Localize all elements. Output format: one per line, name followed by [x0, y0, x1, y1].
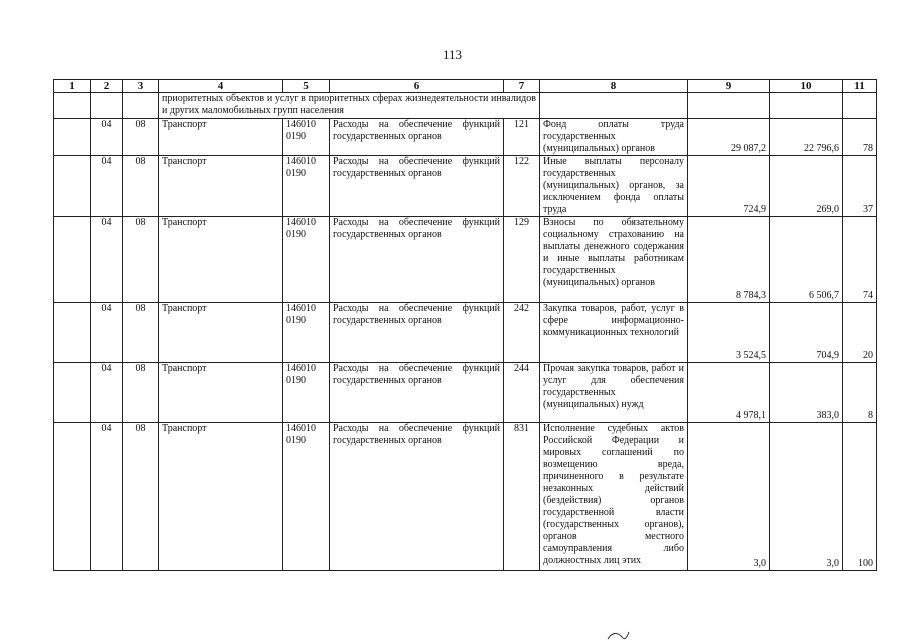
- cell-planned: 29 087,2: [688, 119, 770, 156]
- header-cell: 3: [123, 80, 159, 93]
- header-cell: 4: [159, 80, 283, 93]
- cell-article-name: Расходы на обеспечение функций государственных органов: [330, 423, 504, 571]
- cell-section: 04: [91, 156, 123, 217]
- header-cell: 1: [54, 80, 91, 93]
- header-cell: 6: [330, 80, 504, 93]
- cell-empty: [54, 156, 91, 217]
- cell-expense-name: Взносы по обязательному социальному страхованию на выплаты денежного содержания и иные выплаты работникам государственных (муниципальных) органов: [540, 217, 688, 303]
- table-cell: [123, 93, 159, 119]
- cell-name: Транспорт: [159, 156, 283, 217]
- table-cell: [91, 93, 123, 119]
- table-row: [54, 217, 877, 303]
- cell-empty: [54, 303, 91, 363]
- cell-empty: [54, 119, 91, 156]
- page-number: 113: [442, 47, 463, 62]
- header-cell: 2: [91, 80, 123, 93]
- cell-article-name: Расходы на обеспечение функций государственных органов: [330, 217, 504, 303]
- cell-section: 04: [91, 423, 123, 571]
- cell-section: 04: [91, 303, 123, 363]
- cell-subsection: 08: [123, 119, 159, 156]
- cell-expense-name: Исполнение судебных актов Российской Федерации и мировых соглашений по возмещению вреда, причиненного в результате незаконных действий (бездействия) органов государственной власти (государственных органов), органов местного самоуправления либо должностных лиц этих: [540, 423, 688, 571]
- cell-percent: 78: [843, 119, 877, 156]
- cell-target-article: 146010 0190: [283, 156, 330, 217]
- cell-expense-name: Иные выплаты персоналу государственных (муниципальных) органов, за исключением фонда оплаты труда: [540, 156, 688, 217]
- cell-section: 04: [91, 119, 123, 156]
- cell-percent: 74: [843, 217, 877, 303]
- table-cell: [540, 93, 688, 119]
- cell-article-name: Расходы на обеспечение функций государственных органов: [330, 119, 504, 156]
- cell-expense-name: Закупка товаров, работ, услуг в сфере информационно-коммуникационных технологий: [540, 303, 688, 363]
- table-cell: [688, 93, 770, 119]
- cell-planned: 3 524,5: [688, 303, 770, 363]
- cell-percent: 8: [843, 363, 877, 423]
- table-cell: [843, 93, 877, 119]
- cell-expense-name: Прочая закупка товаров, работ и услуг для обеспечения государственных (муниципальных) нужд: [540, 363, 688, 423]
- cell-executed: 269,0: [770, 156, 843, 217]
- cell-section: 04: [91, 363, 123, 423]
- cell-name: Транспорт: [159, 119, 283, 156]
- cell-section: 04: [91, 217, 123, 303]
- cell-percent: 37: [843, 156, 877, 217]
- cell-planned: 4 978,1: [688, 363, 770, 423]
- cell-target-article: 146010 0190: [283, 119, 330, 156]
- cell-name: Транспорт: [159, 303, 283, 363]
- cell-subsection: 08: [123, 363, 159, 423]
- table-row: [54, 303, 877, 363]
- cell-executed: 3,0: [770, 423, 843, 571]
- cell-target-article: 146010 0190: [283, 423, 330, 571]
- cell-percent: 20: [843, 303, 877, 363]
- cell-planned: 8 784,3: [688, 217, 770, 303]
- signature-mark: [606, 630, 630, 640]
- table-row: [54, 156, 877, 217]
- cell-article-name: Расходы на обеспечение функций государственных органов: [330, 363, 504, 423]
- cell-article-name: Расходы на обеспечение функций государственных органов: [330, 156, 504, 217]
- cell-expense-type: 129: [504, 217, 540, 303]
- cell-executed: 22 796,6: [770, 119, 843, 156]
- header-cell: 11: [843, 80, 877, 93]
- cell-subsection: 08: [123, 303, 159, 363]
- cell-expense-type: 242: [504, 303, 540, 363]
- cell-target-article: 146010 0190: [283, 363, 330, 423]
- cell-name: Транспорт: [159, 217, 283, 303]
- cell-article-name: Расходы на обеспечение функций государственных органов: [330, 303, 504, 363]
- cell-subsection: 08: [123, 423, 159, 571]
- cell-expense-type: 122: [504, 156, 540, 217]
- cell-target-article: 146010 0190: [283, 303, 330, 363]
- table-row: [54, 363, 877, 423]
- cell-planned: 724,9: [688, 156, 770, 217]
- header-cell: 9: [688, 80, 770, 93]
- header-cell: 10: [770, 80, 843, 93]
- cell-name: Транспорт: [159, 423, 283, 571]
- cell-expense-type: 831: [504, 423, 540, 571]
- cell-expense-type: 121: [504, 119, 540, 156]
- table-row: [54, 119, 877, 156]
- header-row: [54, 80, 877, 93]
- cell-executed: 383,0: [770, 363, 843, 423]
- budget-table: [53, 79, 877, 571]
- cell-empty: [54, 423, 91, 571]
- cell-expense-name: Фонд оплаты труда государственных (муниципальных) органов: [540, 119, 688, 156]
- cell-expense-type: 244: [504, 363, 540, 423]
- cell-empty: [54, 363, 91, 423]
- table-row: [54, 423, 877, 571]
- cell-planned: 3,0: [688, 423, 770, 571]
- table-cell: [770, 93, 843, 119]
- cell-target-article: 146010 0190: [283, 217, 330, 303]
- header-cell: 8: [540, 80, 688, 93]
- cell-empty: [54, 217, 91, 303]
- header-cell: 7: [504, 80, 540, 93]
- continuation-text: приоритетных объектов и услуг в приоритетных сферах жизнедеятельности инвалидов и других маломобильных групп населения: [159, 93, 540, 119]
- cell-subsection: 08: [123, 156, 159, 217]
- cell-executed: 6 506,7: [770, 217, 843, 303]
- header-cell: 5: [283, 80, 330, 93]
- table-cell: [54, 93, 91, 119]
- cell-executed: 704,9: [770, 303, 843, 363]
- cell-name: Транспорт: [159, 363, 283, 423]
- cell-percent: 100: [843, 423, 877, 571]
- continuation-row: [54, 93, 877, 119]
- cell-subsection: 08: [123, 217, 159, 303]
